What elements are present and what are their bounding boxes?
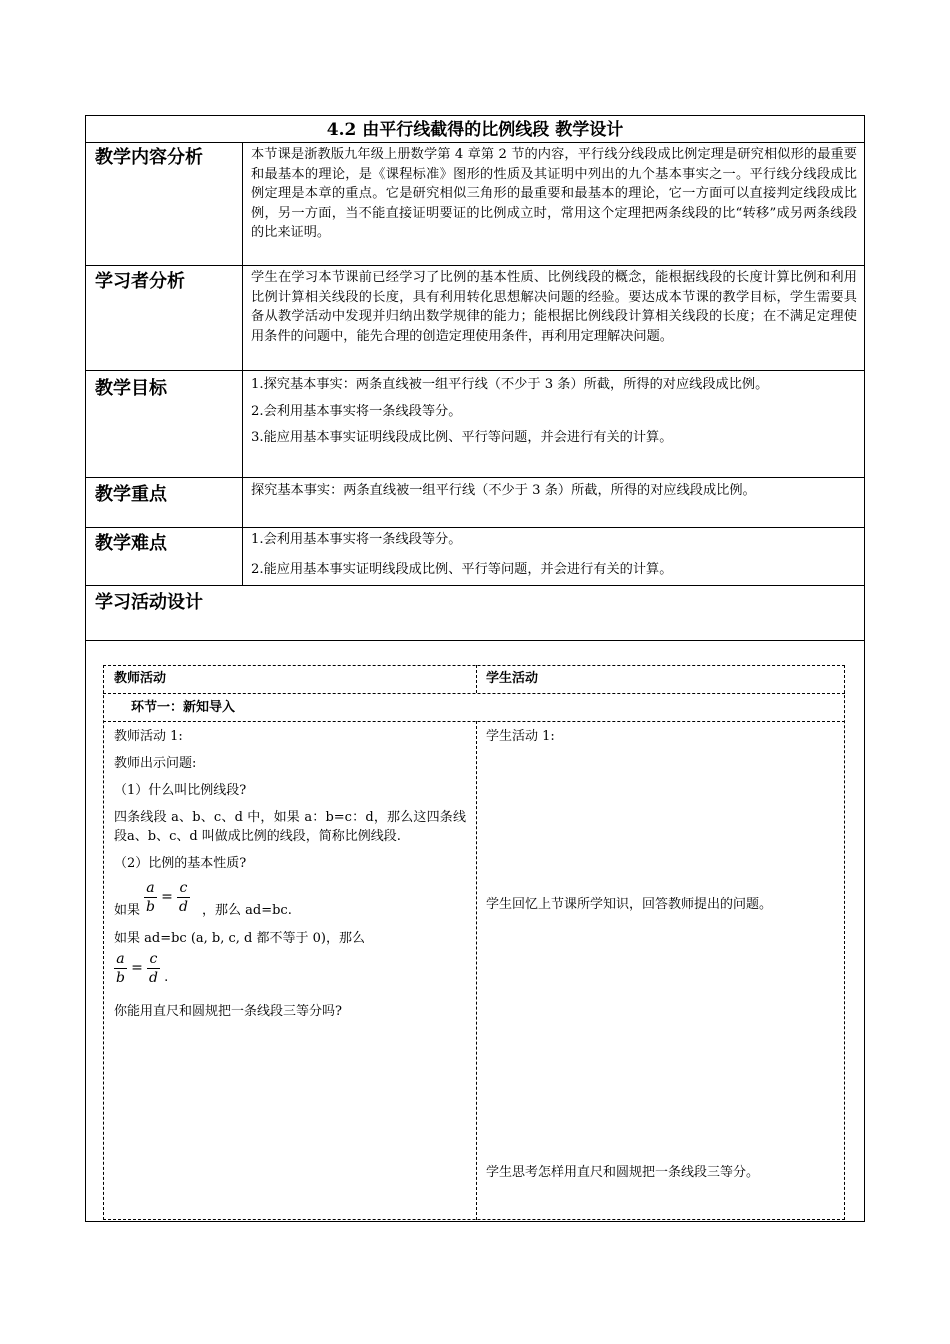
objective-item: 1.探究基本事实：两条直线被一组平行线（不少于 3 条）所截，所得的对应线段成比例。 [251,377,769,392]
label-learner-analysis: 学习者分析 [95,271,185,292]
objectives-list [251,375,857,455]
inner-table-border [103,693,845,694]
stage-title: 环节一：新知导入 [131,700,236,715]
objective-item: 3.能应用基本事实证明线段成比例、平行等问题，并会进行有关的计算。 [251,430,673,445]
row-divider [85,265,865,266]
property-line: 如果 $\frac{a}{b}$ = $\frac{c}{d}$ ，那么 ad=bc. [114,880,292,918]
learner-analysis-text: 学生在学习本节课前已经学习了比例的基本性质、比例线段的概念，能根据线段的长度计算比例和利用比例计算相关线段的长度，具有利用转化思想解决问题的经验。要达成本节课的教学目标，学生需要具备从教学活动中发现并归纳出数学规律的能力；能根据比例线段计算相关线段的长度；在不满足定理使用条件的问题中，能先合理的创造定理使用条件，再利用定理解决问题。 [251,270,857,344]
question-2: （2）比例的基本性质? [114,856,247,871]
label-objectives: 教学目标 [95,378,167,399]
inner-table-border [103,1219,845,1220]
column-divider [242,142,243,585]
document-title: 4.2 由平行线截得的比例线段 教学设计 [326,120,624,140]
student-activity-title: 学生活动 1: [486,729,555,744]
label-content-analysis: 教学内容分析 [95,147,203,168]
teacher-activity-title: 教师活动 1: [114,729,183,744]
header-student-activity: 学生活动 [486,671,539,686]
label-activity-design: 学习活动设计 [95,592,203,613]
label-difficulties: 教学难点 [95,533,167,554]
header-teacher-activity: 教师活动 [114,671,167,686]
content-analysis-text: 本节课是浙教版九年级上册数学第 4 章第 2 节的内容，平行线分线段成比例定理是研究相似形的最重要和最基本的理论，是《课程标准》图形的性质及其证明中列出的九个基本事实之一。平行线分线段成比例定理是本章的重点。它是研究相似三角形的最重要和最基本的理论，它一方面可以直接判定线段成比例，另一方面，当不能直接证明要证的比例成立时，常用这个定理把两条线段的比“转移”成另两条线段的比来证明。 [251,147,857,240]
question-3: 你能用直尺和圆规把一条线段三等分吗? [114,1004,342,1019]
answer-1: 四条线段 a、b、c、d 中，如果 a：b=c：d，那么这四条线段a、b、c、d 叫做成比例的线段，简称比例线段. [114,810,466,844]
student-response-1: 学生回忆上节课所学知识，回答教师提出的问题。 [486,897,773,912]
inner-table-border [844,665,845,1220]
row-divider [85,527,865,528]
row-divider [85,640,865,641]
converse-line: 如果 ad=bc (a, b, c, d 都不等于 0)，那么 [114,931,365,946]
inner-column-divider [476,721,477,1220]
key-points-text: 探究基本事实：两条直线被一组平行线（不少于 3 条）所截，所得的对应线段成比例。 [251,483,756,498]
inner-table-border [103,665,845,666]
inner-column-divider [476,665,477,693]
inner-table-border [103,721,845,722]
objective-item: 2.会利用基本事实将一条线段等分。 [251,403,462,419]
teacher-activity-content [114,727,466,1021]
difficulty-item: 1.会利用基本事实将一条线段等分。 [251,532,462,547]
label-key-points: 教学重点 [95,484,167,505]
inner-table-border [103,665,104,1220]
difficulty-item: 2.能应用基本事实证明线段成比例、平行等问题，并会进行有关的计算。 [251,561,673,577]
fraction-a-over-b: $\frac{a}{b}$ = $\frac{c}{d}$ [146,880,188,915]
row-divider [85,477,865,478]
student-response-2: 学生思考怎样用直尺和圆规把一条线段三等分。 [486,1165,760,1180]
difficulties-list [251,530,857,586]
teacher-intro: 教师出示问题: [114,756,197,771]
question-1: （1）什么叫比例线段? [114,783,247,798]
row-divider [85,370,865,371]
converse-fraction: $\frac{a}{b}$ = $\frac{c}{d}$ . [116,951,169,986]
